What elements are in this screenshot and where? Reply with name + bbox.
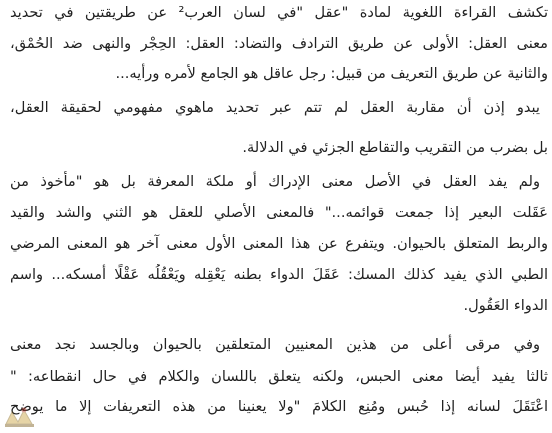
text-line-9: الطبي الذي يفيد كذلك المسك: عَقَلَ الدواء بطنه يَعْقِله ويَعْقُلُه عَقْلًا أمسكه... واسم xyxy=(10,266,548,283)
text-line-12: ثالثا يفيد أيضا معنى الحبس، ولكنه يتعلق باللسان والكلام في حال انقطاعه: " xyxy=(10,368,548,385)
text-line-2: معنى العقل: الأولى عن طريق الترادف والتضاد: العقل: الحِجْر والنهى ضد الحُمْق، xyxy=(10,35,548,52)
watermark-logo-icon xyxy=(2,404,38,430)
text-line-4: يبدو إذن أن مقاربة العقل لم تتم عبر تحديد ماهوي مفهومي لحقيقة العقل، xyxy=(10,99,540,116)
text-line-13: اعْتَقَلَ لسانه إذا حُبس ومُنِع الكلامَ "ولا يعنينا من هذه التعريفات إلا ما يوضح xyxy=(10,398,548,415)
text-line-5: بل بضرب من التقريب والتقاطع الجزئي في الدلالة. xyxy=(242,139,548,156)
text-line-10: الدواء العَقُول. xyxy=(463,297,548,314)
text-line-6: ولم يفد العقل في الأصل معنى الإدراك أو ملكة المعرفة بل هو "مأخوذ من xyxy=(10,173,540,190)
text-line-8: والربط المتعلق بالحيوان. ويتفرع عن هذا المعنى الأول معنى آخر هو المعنى المرضي xyxy=(10,235,548,252)
text-line-1: تكشف القراءة اللغوية لمادة "عقل "في لسان العرب² عن طريقتين في تحديد xyxy=(10,4,548,21)
text-line-3: والثانية عن طريق التعريف من قبيل: رجل عاقل هو الجامع لأمره ورأيه... xyxy=(115,65,548,82)
text-line-11: وفي مرقى أعلى من هذين المعنيين المتعلقين بالحيوان وبالجسد نجد معنى xyxy=(10,336,540,353)
text-line-7: عَقَلت البعير إذا جمعت قوائمه..." فالمعنى الأصلي للعقل هو الثني والشد والقيد xyxy=(10,204,548,221)
